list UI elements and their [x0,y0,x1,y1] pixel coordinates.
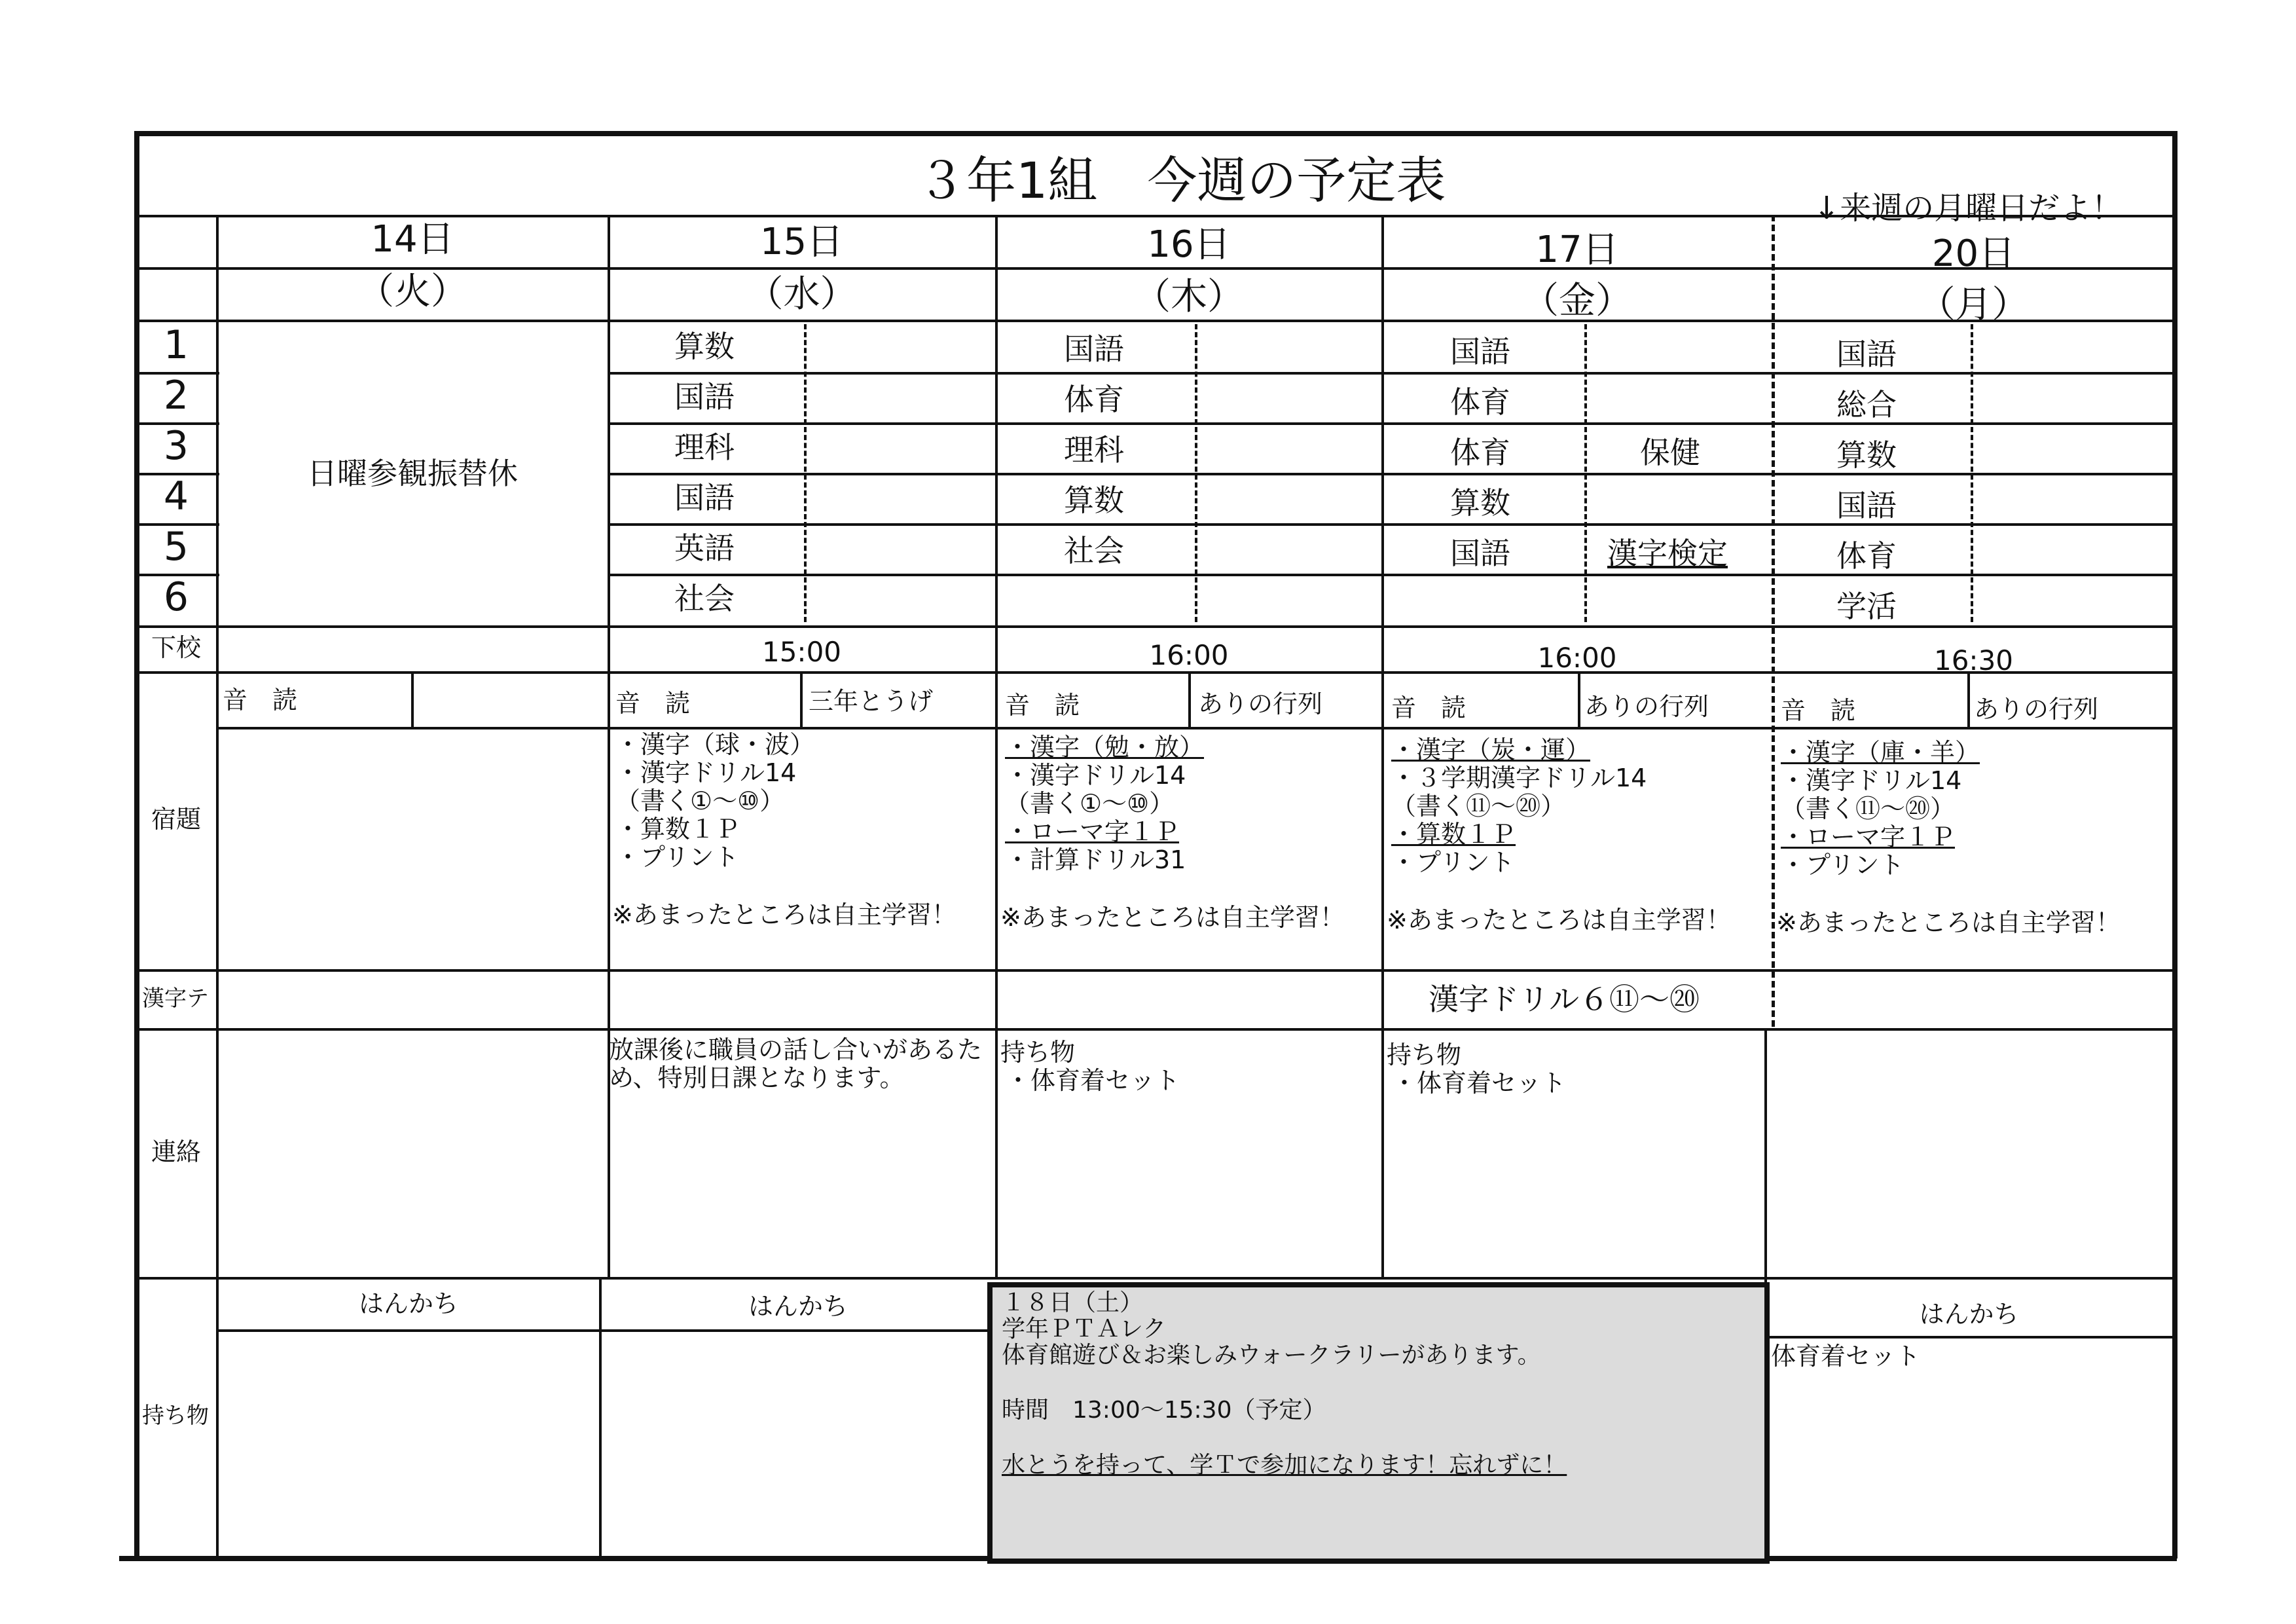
subject-cell: 理科 [674,430,735,465]
event-note: 水とうを持って、学Ｔで参加になります！忘れずに！ [1002,1452,1567,1479]
notice-line: ・体育着セット [1006,1066,1180,1095]
weekday-header: （木） [1134,276,1244,318]
homework-item: ・漢字（炭・運） [1391,735,1591,764]
rule [1971,324,1973,622]
event-date: １８日（土） [1002,1289,1144,1316]
belonging-item: 体育着セット [1771,1342,1921,1371]
rule [134,1028,2174,1031]
rule [411,671,414,727]
subject-cell: 算数 [1450,485,1510,521]
homework-item: ・ローマ字１Ｐ [1781,822,1956,851]
handkerchief-label: はんかち [1919,1300,2019,1329]
rule [1578,671,1580,727]
holiday-note: 日曜参観振替休 [307,456,518,491]
homework-item: ・計算ドリル31 [1005,845,1186,874]
rule [134,1277,2174,1280]
subject-cell: 国語 [1450,334,1510,369]
subject-cell: 国語 [1450,536,1510,571]
homework-item: ・漢字ドリル14 [1005,761,1186,790]
self-study-note: ※あまったところは自主学習！ [1387,906,1731,934]
homework-item: ・漢字ドリル14 [615,758,797,787]
subject-cell: 国語 [1836,488,1897,523]
self-study-note: ※あまったところは自主学習！ [1000,903,1345,932]
rule [609,574,2174,576]
homework-item: ・プリント [1391,848,1515,877]
rule [599,1277,602,1557]
reading-label: 音 読 [1391,693,1467,722]
homework-list [615,731,814,872]
subject-extra: 漢字検定 [1607,536,1728,571]
subject-cell: 国語 [1064,331,1124,367]
reading-title: ありの行列 [1974,695,2099,724]
rule [1381,215,1384,1277]
frame-top [134,131,2177,136]
row-label-dismissal: 下校 [151,633,201,662]
rule [609,523,2174,526]
handkerchief-label: はんかち [358,1289,458,1318]
rule [1772,215,1775,1027]
rule [609,422,2174,425]
subject-cell: 体育 [1450,384,1510,420]
rule [995,215,998,1277]
subject-extra: 保健 [1640,435,1700,470]
subject-cell: 社会 [674,581,735,616]
rule [1967,671,1970,727]
subject-cell: 体育 [1450,435,1510,470]
rule [134,625,2174,628]
weekday-header: （月） [1918,284,2029,326]
row-label-kanji-test: 漢字テ [142,986,209,1012]
reading-title: ありの行列 [1584,692,1709,721]
date-header: 20日 [1931,232,2016,275]
weekday-header: （金） [1522,280,1632,322]
subject-cell: 理科 [1064,432,1124,468]
period-number: 2 [163,373,189,418]
homework-item: ・プリント [1781,851,1904,879]
reading-title: ありの行列 [1198,690,1323,718]
rule [609,372,2174,375]
next-week-note: ↓来週の月曜日だよ！ [1813,190,2123,227]
rule [804,324,807,622]
reading-label: 音 読 [223,686,298,714]
homework-list [1005,733,1204,874]
homework-item: ・漢字ドリル14 [1781,766,1962,795]
rule [608,215,610,1277]
subject-cell: 算数 [1836,437,1897,473]
homework-list [1781,739,1980,879]
notice-line: 放課後に職員の話し合いがあるた [609,1035,983,1064]
homework-item: ・漢字（勉・放） [1005,733,1205,762]
kanji-test-range: 漢字ドリル６⑪～⑳ [1429,982,1700,1017]
saturday-event-box [987,1282,1770,1564]
homework-item: （書く⑪～⑳） [1781,794,1956,823]
event-description: 体育館遊び＆お楽しみウォークラリーがあります。 [1002,1342,1541,1369]
row-label-homework: 宿題 [151,805,201,834]
self-study-note: ※あまったところは自主学習！ [612,900,957,929]
homework-item: （書く⑪～⑳） [1391,792,1566,821]
homework-item: ・プリント [615,843,739,872]
homework-item: ・３学期漢字ドリル14 [1391,764,1647,792]
rule [800,671,803,727]
date-header: 17日 [1535,229,1619,271]
reading-title: 三年とうげ [809,687,934,716]
homework-item: ・算数１Ｐ [615,815,740,843]
subject-cell: 総合 [1836,387,1897,422]
handkerchief-label: はんかち [748,1292,848,1321]
homework-item: ・漢字（庫・羊） [1781,738,1980,767]
notice-line: 持ち物 [1000,1038,1076,1067]
weekday-header: （水） [746,273,857,316]
self-study-note: ※あまったところは自主学習！ [1776,908,2121,937]
weekday-header: （火） [357,270,467,313]
dismissal-time: 16:00 [1149,639,1229,671]
event-text [1002,1290,1567,1479]
rule [609,473,2174,475]
rule [1188,671,1191,727]
reading-label: 音 読 [1005,691,1080,720]
page-title: ３年1組 今週の予定表 [917,151,1446,210]
date-header: 16日 [1147,223,1231,266]
period-number: 1 [163,322,189,368]
rule [134,969,2174,972]
period-number: 3 [163,423,189,469]
notice-line: め、特別日課となります。 [609,1063,905,1092]
reading-label: 音 読 [1781,696,1856,725]
homework-item: ・算数１Ｐ [1391,820,1516,849]
rule [216,727,2174,729]
reading-label: 音 読 [615,689,691,718]
subject-cell: 体育 [1064,382,1124,417]
notice-line: ・体育着セット [1392,1069,1567,1098]
date-header: 15日 [759,221,844,263]
subject-cell: 国語 [1836,337,1897,372]
subject-cell: 学活 [1836,589,1897,624]
subject-cell: 体育 [1836,538,1897,574]
homework-item: （書く①～⑩） [615,786,785,815]
notice-text [1000,1039,1180,1095]
rule [1195,324,1197,622]
dismissal-time: 16:00 [1537,642,1617,674]
subject-cell: 算数 [1064,483,1124,518]
event-title: 学年ＰＴＡレク [1002,1316,1167,1342]
rule [216,215,219,1557]
homework-list [1391,736,1647,877]
rule [1584,324,1587,622]
period-number: 5 [163,524,189,570]
frame-right [2172,131,2178,1559]
period-number: 6 [163,574,189,620]
subject-cell: 国語 [674,480,735,515]
period-number: 4 [163,473,189,519]
dismissal-time: 16:30 [1933,644,2014,676]
rule [1764,1336,2174,1338]
event-time: 時間 13:00～15:30（予定） [1002,1397,1326,1424]
dismissal-time: 15:00 [761,636,842,668]
notice-text [1387,1041,1566,1098]
subject-cell: 社会 [1064,533,1124,568]
notice-text [609,1036,982,1092]
subject-cell: 英語 [674,530,735,566]
homework-item: （書く①～⑩） [1005,789,1175,818]
date-header: 14日 [371,218,454,261]
rule [216,1329,995,1332]
homework-item: ・ローマ字１Ｐ [1005,817,1180,846]
row-label-notice: 連絡 [151,1137,201,1166]
row-label-belongings: 持ち物 [142,1403,209,1429]
homework-item: ・漢字（球・波） [615,730,815,759]
subject-cell: 国語 [674,379,735,415]
notice-line: 持ち物 [1387,1041,1462,1069]
subject-cell: 算数 [674,329,735,364]
